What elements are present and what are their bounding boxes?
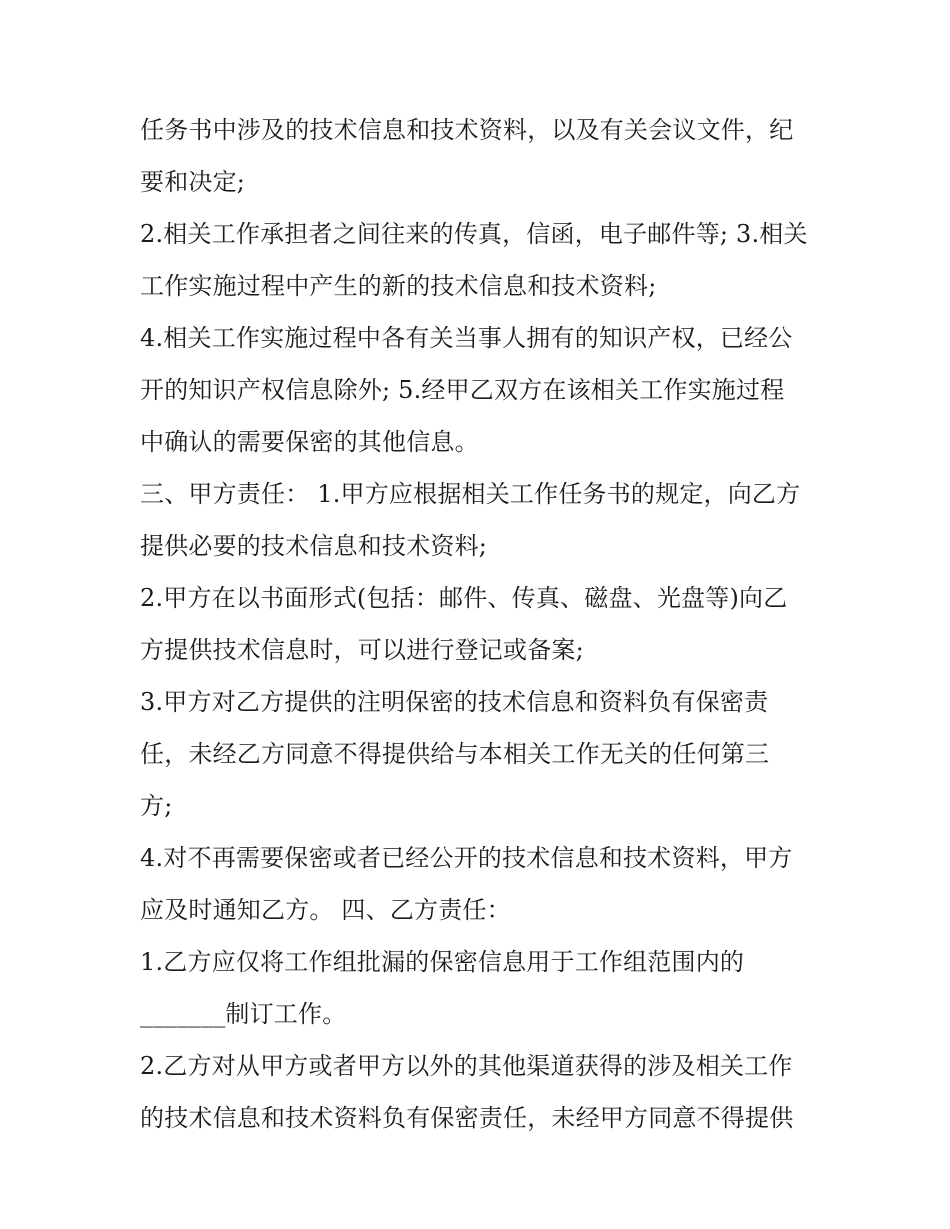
text-line: 3.甲方对乙方提供的注明保密的技术信息和资料负有保密责	[140, 688, 769, 716]
text-line: 1.乙方应仅将工作组批漏的保密信息用于工作组范围内的	[140, 948, 745, 976]
text-line: 任，未经乙方同意不得提供给与本相关工作无关的任何第三	[140, 740, 770, 768]
section-heading-line: 应及时通知乙方。 四、乙方责任：	[140, 896, 511, 924]
text-line: 2.相关工作承担者之间往来的传真，信函，电子邮件等; 3.相关	[140, 220, 808, 248]
text-line: 的技术信息和技术资料负有保密责任，未经甲方同意不得提供	[140, 1104, 794, 1132]
text-line: _______制订工作。	[140, 1000, 347, 1028]
text-line: 2.乙方对从甲方或者甲方以外的其他渠道获得的涉及相关工作	[140, 1052, 793, 1080]
text-line: 任务书中涉及的技术信息和技术资料，以及有关会议文件，纪	[140, 116, 794, 144]
text-line: 提供必要的技术信息和技术资料;	[140, 532, 488, 560]
text-line: 工作实施过程中产生的新的技术信息和技术资料;	[140, 272, 657, 300]
text-line: 方;	[140, 792, 173, 820]
text-line: 方提供技术信息时，可以进行登记或备案;	[140, 636, 584, 664]
text-line: 4.相关工作实施过程中各有关当事人拥有的知识产权，已经公	[140, 324, 793, 352]
text-line: 4.对不再需要保密或者已经公开的技术信息和技术资料，甲方	[140, 844, 793, 872]
text-line: 开的知识产权信息除外; 5.经甲乙双方在该相关工作实施过程	[140, 376, 785, 404]
document-body	[140, 104, 816, 1144]
text-line: 要和决定;	[140, 168, 246, 196]
text-line: 2.甲方在以书面形式(包括：邮件、传真、磁盘、光盘等)向乙	[140, 584, 788, 612]
text-line: 中确认的需要保密的其他信息。	[140, 428, 479, 456]
section-heading-line: 三、甲方责任： 1.甲方应根据相关工作任务书的规定，向乙方	[140, 480, 801, 508]
